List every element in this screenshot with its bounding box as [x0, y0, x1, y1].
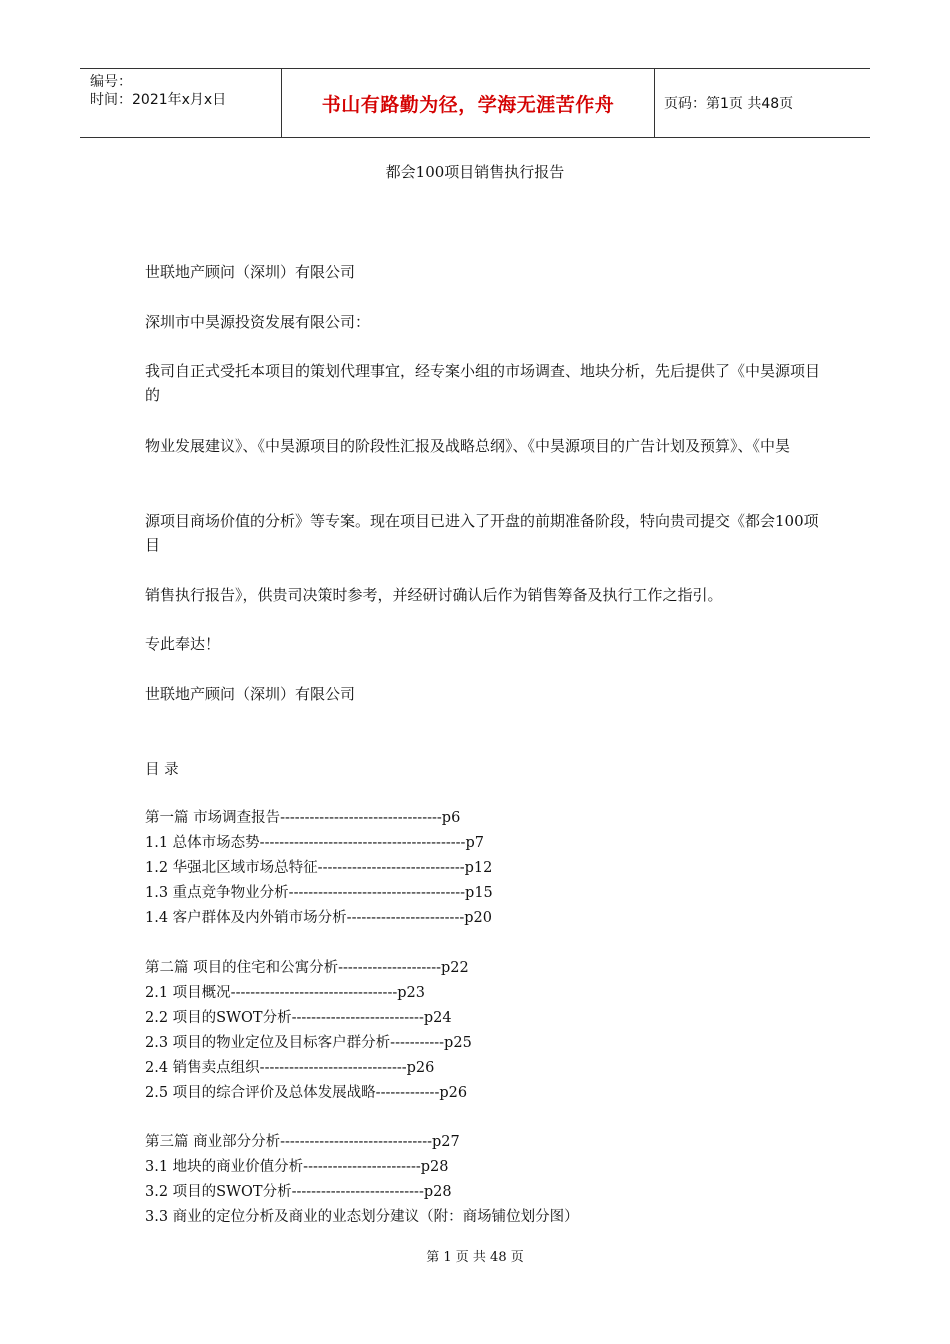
toc-entry: 2.4 销售卖点组织------------------------------p26	[145, 1060, 435, 1076]
toc-entry: 1.3 重点竞争物业分析------------------------------------p15	[145, 885, 493, 901]
toc-entry: 第三篇 商业部分分析-------------------------------p27	[145, 1134, 460, 1150]
toc-entry: 1.2 华强北区域市场总特征------------------------------p12	[145, 860, 493, 876]
toc-entry: 2.5 项目的综合评价及总体发展战略-------------p26	[145, 1085, 468, 1101]
header-motto: 书山有路勤为径，学海无涯苦作舟	[321, 93, 615, 116]
body-paragraph: 我司自正式受托本项目的策划代理事宜，经专案小组的市场调查、地块分析，先后提供了《中昊源项目的	[145, 362, 821, 404]
sender-company: 世联地产顾问（深圳）有限公司	[145, 263, 356, 281]
document-time-label: 时间：2021年x月x日	[90, 92, 227, 108]
toc-entry: 第一篇 市场调查报告---------------------------------p6	[145, 810, 461, 826]
body-paragraph: 物业发展建议》、《中昊源项目的阶段性汇报及战略总纲》、《中昊源项目的广告计划及预算》、《中昊	[145, 437, 791, 455]
header-page-cell	[655, 69, 870, 137]
toc-entry: 3.2 项目的SWOT分析---------------------------p28	[145, 1184, 452, 1200]
document-title: 都会100项目销售执行报告	[385, 163, 565, 181]
header-motto-cell	[282, 69, 655, 137]
toc-entry: 1.1 总体市场态势------------------------------------------p7	[145, 835, 484, 851]
toc-entry: 1.4 客户群体及内外销市场分析------------------------p20	[145, 910, 492, 926]
toc-entry: 第二篇 项目的住宅和公寓分析---------------------p22	[145, 960, 469, 976]
recipient-company: 深圳市中昊源投资发展有限公司：	[145, 313, 371, 331]
toc-entry: 3.1 地块的商业价值分析------------------------p28	[145, 1159, 449, 1175]
document-number-label: 编号：	[90, 74, 132, 90]
toc-entry: 3.3 商业的定位分析及商业的业态划分建议（附：商场铺位划分图）	[145, 1209, 579, 1225]
toc-entry: 2.2 项目的SWOT分析---------------------------p24	[145, 1010, 452, 1026]
page-footer: 第 1 页 共 48 页	[426, 1250, 524, 1265]
toc-entry: 2.1 项目概况----------------------------------p23	[145, 985, 425, 1001]
body-paragraph: 销售执行报告》，供贵司决策时参考，并经研讨确认后作为销售筹备及执行工作之指引。	[145, 586, 723, 604]
toc-entry: 2.3 项目的物业定位及目标客户群分析-----------p25	[145, 1035, 472, 1051]
toc-title: 目 录	[145, 762, 179, 778]
header-meta-cell	[80, 69, 282, 137]
header-page-info: 页码：第1页 共48页	[664, 96, 794, 112]
body-paragraph: 源项目商场价值的分析》等专案。现在项目已进入了开盘的前期准备阶段，特向贵司提交《都会100项目	[145, 512, 819, 554]
signature-company: 世联地产顾问（深圳）有限公司	[145, 685, 356, 703]
document-header	[80, 68, 870, 138]
closing-line: 专此奉达！	[145, 635, 221, 653]
